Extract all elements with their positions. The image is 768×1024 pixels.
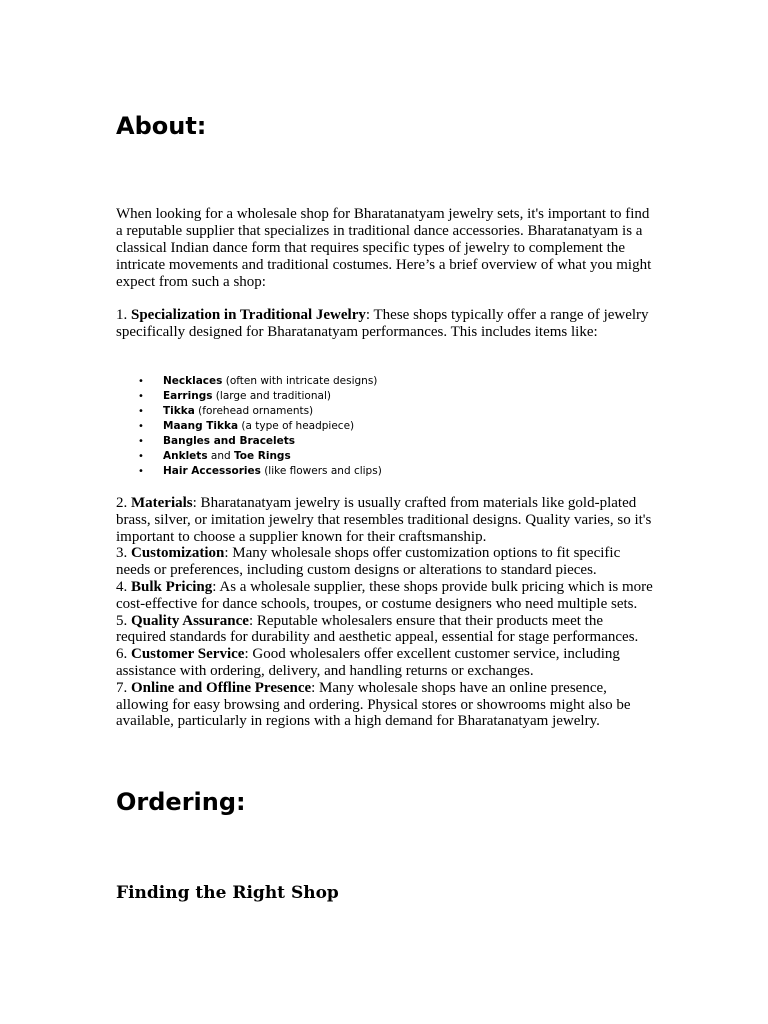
point-customer-service [116, 646, 656, 680]
item-note: (like flowers and clips) [260, 465, 382, 477]
point-number: 5. [116, 612, 128, 629]
numbered-points [116, 495, 656, 730]
point-title: Specialization in Traditional Jewelry [131, 307, 366, 323]
bullet-icon: • [138, 466, 144, 477]
item-note: (often with intricate designs) [222, 375, 378, 387]
finding-shop-subheading: Finding the Right Shop [116, 883, 339, 903]
point-customization [116, 545, 656, 579]
point-text: : Many wholesale shops offer customization options to fit specific needs or preferences, including custom designs or alterations to standard pieces. [116, 545, 621, 579]
ordering-heading: Ordering: [116, 788, 246, 816]
item-note: (a type of headpiece) [238, 420, 355, 432]
point-number: 1. [116, 307, 128, 323]
point-quality-assurance [116, 613, 656, 647]
point-number: 6. [116, 646, 128, 663]
jewelry-items-list [116, 374, 382, 479]
point-text: : Bharatanatyam jewelry is usually crafted from materials like gold-plated brass, silver, or imitation jewelry that resembles traditional designs. Quality varies, so it's important to choose a supplier known for their craftsmanship. [116, 495, 652, 545]
item-name: Tikka [163, 405, 195, 417]
point-text: : As a wholesale supplier, these shops provide bulk pricing which is more cost-effective for dance schools, troupes, or costume designers who need multiple sets. [116, 578, 653, 612]
bullet-icon: • [138, 451, 144, 462]
point-online-offline [116, 680, 656, 730]
about-heading: About: [116, 112, 207, 140]
item-note: (large and traditional) [212, 390, 331, 402]
list-item [116, 449, 382, 464]
bullet-icon: • [138, 391, 144, 402]
item-name: Necklaces [163, 375, 223, 387]
point-text: : These shops typically offer a range of jewelry specifically designed for Bharatanatyam performances. This includes items like: [116, 307, 649, 340]
item-note: (forehead ornaments) [194, 405, 314, 417]
item-name: Bangles and Bracelets [163, 435, 296, 447]
point-text: : Good wholesalers offer excellent customer service, including assistance with ordering, delivery, and handling returns or exchanges. [116, 646, 620, 679]
item-name: Maang Tikka [163, 420, 239, 432]
list-item [116, 404, 382, 419]
item-name-secondary: Toe Rings [234, 450, 291, 462]
point-text: : Many wholesale shops have an online presence, allowing for easy browsing and ordering. Physical stores or showrooms might also be available, particularly in regions with a high demand for Bharatanatyam jewelry. [116, 679, 631, 730]
point-number: 4. [116, 578, 128, 595]
point-number: 3. [116, 545, 128, 562]
intro-paragraph: When looking for a wholesale shop for Bharatanatyam jewelry sets, it's important to find a reputable supplier that specializes in traditional dance accessories. Bharatanatyam is a classical Indian dance form that requires specific types of jewelry to complement the intricate movements and traditional costumes. Here’s a brief overview of what you might expect from such a shop: [116, 206, 652, 290]
point-bulk-pricing [116, 579, 656, 613]
point-title: Quality Assurance [131, 612, 249, 629]
point-title: Materials [131, 495, 193, 511]
item-name: Hair Accessories [163, 465, 261, 477]
list-item [116, 464, 382, 479]
point-materials [116, 495, 656, 545]
point-title: Customization [131, 545, 225, 562]
point-specialization [116, 307, 656, 341]
point-number: 2. [116, 495, 128, 511]
point-title: Bulk Pricing [131, 578, 213, 595]
point-title: Customer Service [131, 646, 245, 663]
bullet-icon: • [138, 406, 144, 417]
list-item [116, 374, 382, 389]
bullet-icon: • [138, 436, 144, 447]
point-title: Online and Offline Presence [131, 679, 312, 696]
list-item [116, 419, 382, 434]
list-item [116, 434, 382, 449]
item-name: Anklets [163, 450, 208, 462]
item-note: and [207, 450, 235, 462]
item-name: Earrings [163, 390, 213, 402]
bullet-icon: • [138, 421, 144, 432]
list-item [116, 389, 382, 404]
bullet-icon: • [138, 376, 144, 387]
point-number: 7. [116, 679, 128, 696]
point-text: : Reputable wholesalers ensure that their products meet the required standards for durability and aesthetic appeal, essential for stage performances. [116, 612, 639, 646]
